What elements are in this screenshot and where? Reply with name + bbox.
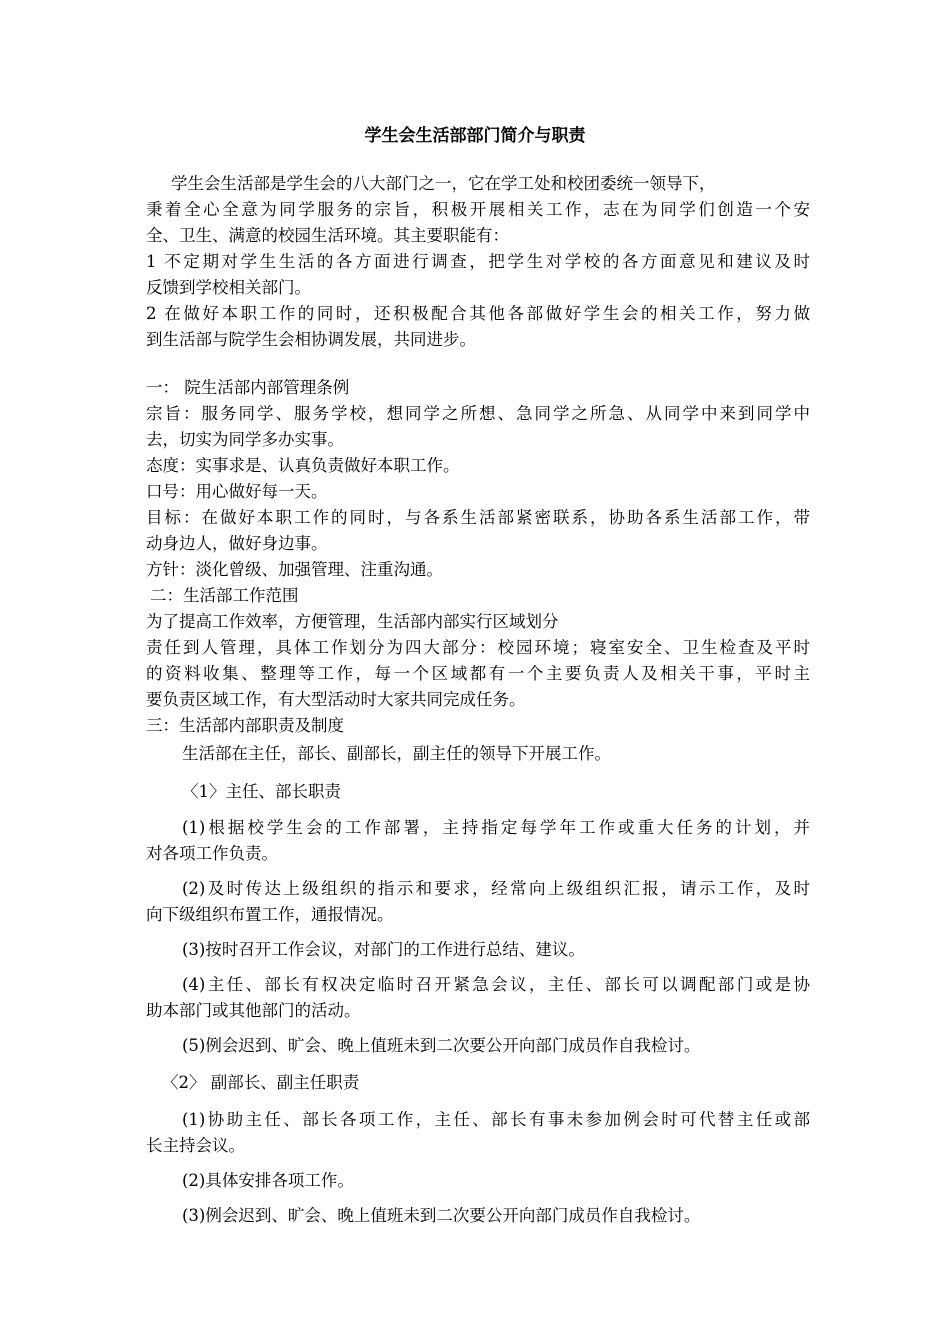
intro-line: 学生会生活部是学生会的八大部门之一，它在学工处和校团委统一领导下， bbox=[171, 174, 716, 193]
duty-item: (4)主任、部长有权决定临时召开紧急会议，主任、部长可以调配部门或是协 bbox=[182, 975, 810, 994]
section-line: 宗旨：服务同学、服务学校，想同学之所想、急同学之所急、从同学中来到同学中 bbox=[146, 404, 810, 423]
section-heading: 一： 院生活部内部管理条例 bbox=[146, 378, 350, 397]
section-heading: 二：生活部工作范围 bbox=[150, 586, 299, 605]
section-line: 口号：用心做好每一天。 bbox=[146, 482, 328, 501]
duty-item: 助本部门或其他部门的活动。 bbox=[146, 1001, 361, 1020]
intro-line: 反馈到学校相关部门。 bbox=[146, 278, 311, 297]
duty-item: (1)根据校学生会的工作部署，主持指定每学年工作或重大任务的计划，并 bbox=[182, 818, 810, 837]
intro-line: 2 在做好本职工作的同时，还积极配合其他各部做好学生会的相关工作，努力做 bbox=[146, 304, 810, 323]
section-line: 的资料收集、整理等工作，每一个区域都有一个主要负责人及相关干事，平时主 bbox=[146, 664, 810, 683]
intro-line: 到生活部与院学生会相协调发展，共同进步。 bbox=[146, 330, 476, 349]
duty-item: (3)例会迟到、旷会、晚上值班未到二次要公开向部门成员作自我检讨。 bbox=[182, 1206, 701, 1225]
duty-item: (2)及时传达上级组织的指示和要求，经常向上级组织汇报，请示工作，及时 bbox=[182, 879, 810, 898]
subsection-heading: 〈2〉 副部长、副主任职责 bbox=[162, 1073, 360, 1092]
intro-line: 全、卫生、满意的校园生活环境。其主要职能有： bbox=[146, 226, 509, 245]
subsection-heading: 〈1〉主任、部长职责 bbox=[182, 782, 341, 801]
duty-item: 对各项工作负责。 bbox=[146, 844, 278, 863]
duty-item: (2)具体安排各项工作。 bbox=[182, 1171, 354, 1190]
duty-item: (1)协助主任、部长各项工作，主任、部长有事未参加例会时可代替主任或部 bbox=[182, 1110, 810, 1129]
section-line: 去，切实为同学多办实事。 bbox=[146, 430, 344, 449]
duty-item: 向下级组织布置工作，通报情况。 bbox=[146, 905, 394, 924]
intro-line: 1 不定期对学生生活的各方面进行调查，把学生对学校的各方面意见和建议及时 bbox=[146, 252, 810, 271]
section-line: 为了提高工作效率，方便管理，生活部内部实行区域划分 bbox=[146, 612, 559, 631]
section-line: 责任到人管理，具体工作划分为四大部分：校园环境；寝室安全、卫生检查及平时 bbox=[146, 638, 810, 657]
duty-item: 长主持会议。 bbox=[146, 1136, 245, 1155]
duty-item: (5)例会迟到、旷会、晚上值班未到二次要公开向部门成员作自我检讨。 bbox=[182, 1036, 701, 1055]
section-line: 方针：淡化曾级、加强管理、注重沟通。 bbox=[146, 560, 443, 579]
section-line: 动身边人，做好身边事。 bbox=[146, 534, 328, 553]
intro-line: 秉着全心全意为同学服务的宗旨，积极开展相关工作，志在为同学们创造一个安 bbox=[146, 200, 810, 219]
section-line: 要负责区域工作，有大型活动时大家共同完成任务。 bbox=[146, 690, 526, 709]
duty-item: (3)按时召开工作会议，对部门的工作进行总结、建议。 bbox=[182, 940, 585, 959]
section-line: 生活部在主任，部长、副部长，副主任的领导下开展工作。 bbox=[182, 744, 611, 763]
section-heading: 三：生活部内部职责及制度 bbox=[146, 716, 344, 735]
section-line: 目标：在做好本职工作的同时，与各系生活部紧密联系，协助各系生活部工作，带 bbox=[146, 508, 810, 527]
document-title: 学生会生活部部门简介与职责 bbox=[364, 126, 586, 146]
section-line: 态度：实事求是、认真负责做好本职工作。 bbox=[146, 456, 460, 475]
